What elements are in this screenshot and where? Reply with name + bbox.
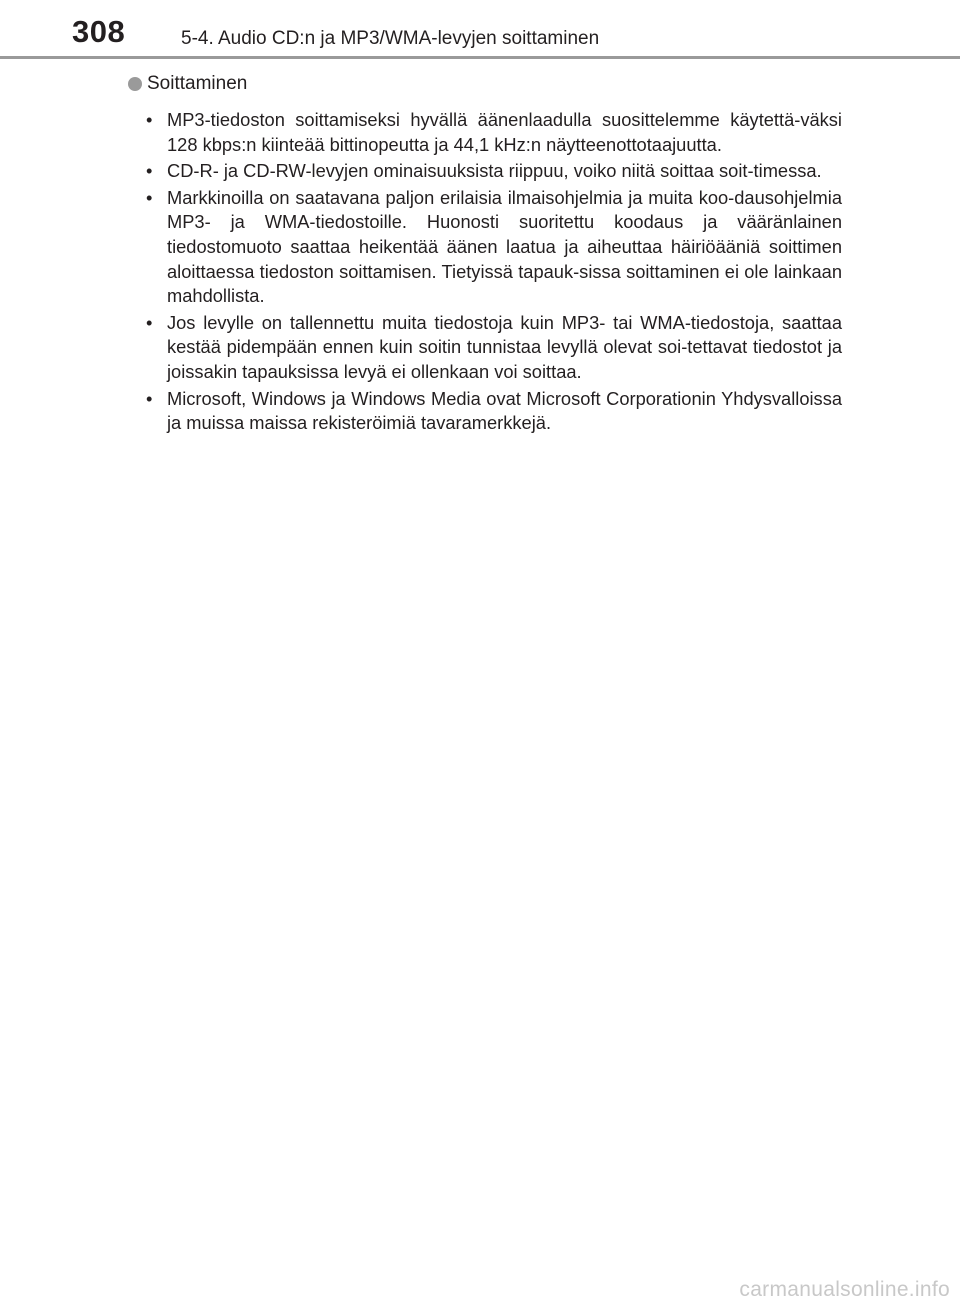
bullet-dot-icon: • — [146, 186, 153, 208]
subsection-title: Soittaminen — [147, 73, 248, 94]
list-item-text: MP3-tiedoston soittamiseksi hyvällä äänenlaadulla suosittelemme käytettä-väksi 128 kbps:n kiinteää bittinopeutta ja 44,1 kHz:n näytteenottotaajuutta. — [167, 109, 842, 155]
circle-bullet-icon — [128, 77, 142, 91]
list-item-text: CD-R- ja CD-RW-levyjen ominaisuuksista riippuu, voiko niitä soittaa soit-timessa. — [167, 160, 822, 182]
bullet-dot-icon: • — [146, 311, 153, 333]
subsection-heading — [128, 70, 842, 96]
page-header — [0, 0, 960, 60]
list-item — [128, 387, 842, 436]
list-item-text: Microsoft, Windows ja Windows Media ovat Microsoft Corporationin Yhdysvalloissa ja muissa maissa rekisteröimiä tavaramerkkejä. — [167, 387, 842, 434]
section-title: 5-4. Audio CD:n ja MP3/WMA-levyjen soittaminen — [181, 28, 600, 49]
list-item — [128, 159, 842, 184]
page-content — [128, 70, 842, 438]
bullet-dot-icon: • — [146, 160, 153, 182]
bullet-dot-icon: • — [146, 109, 153, 130]
header-rule — [0, 56, 960, 59]
bullet-dot-icon: • — [146, 387, 153, 409]
list-item — [128, 186, 842, 309]
bullet-list — [128, 108, 842, 436]
watermark: carmanualsonline.info — [739, 1278, 950, 1301]
list-item-text: Markkinoilla on saatavana paljon erilaisia ilmaisohjelmia ja muita koo-dausohjelmia MP3- ja WMA-tiedostoille. Huonosti suoritettu koodaus ja vääränlainen tiedostomuoto saattaa heikentää äänen laatua ja aiheuttaa häiriöääniä soittimen aloittaessa tiedoston soittamisen. Tietyissä tapauk-sissa soittaminen ei ole lainkaan mahdollista. — [167, 186, 842, 307]
list-item — [128, 311, 842, 385]
page-number: 308 — [72, 14, 126, 49]
list-item-text: Jos levylle on tallennettu muita tiedostoja kuin MP3- tai WMA-tiedostoja, saattaa kestää pidempään ennen kuin soitin tunnistaa levyllä olevat soi-tettavat tiedostot ja joissakin tapauksissa levyä ei ollenkaan voi soittaa. — [167, 311, 842, 382]
list-item — [128, 108, 842, 157]
